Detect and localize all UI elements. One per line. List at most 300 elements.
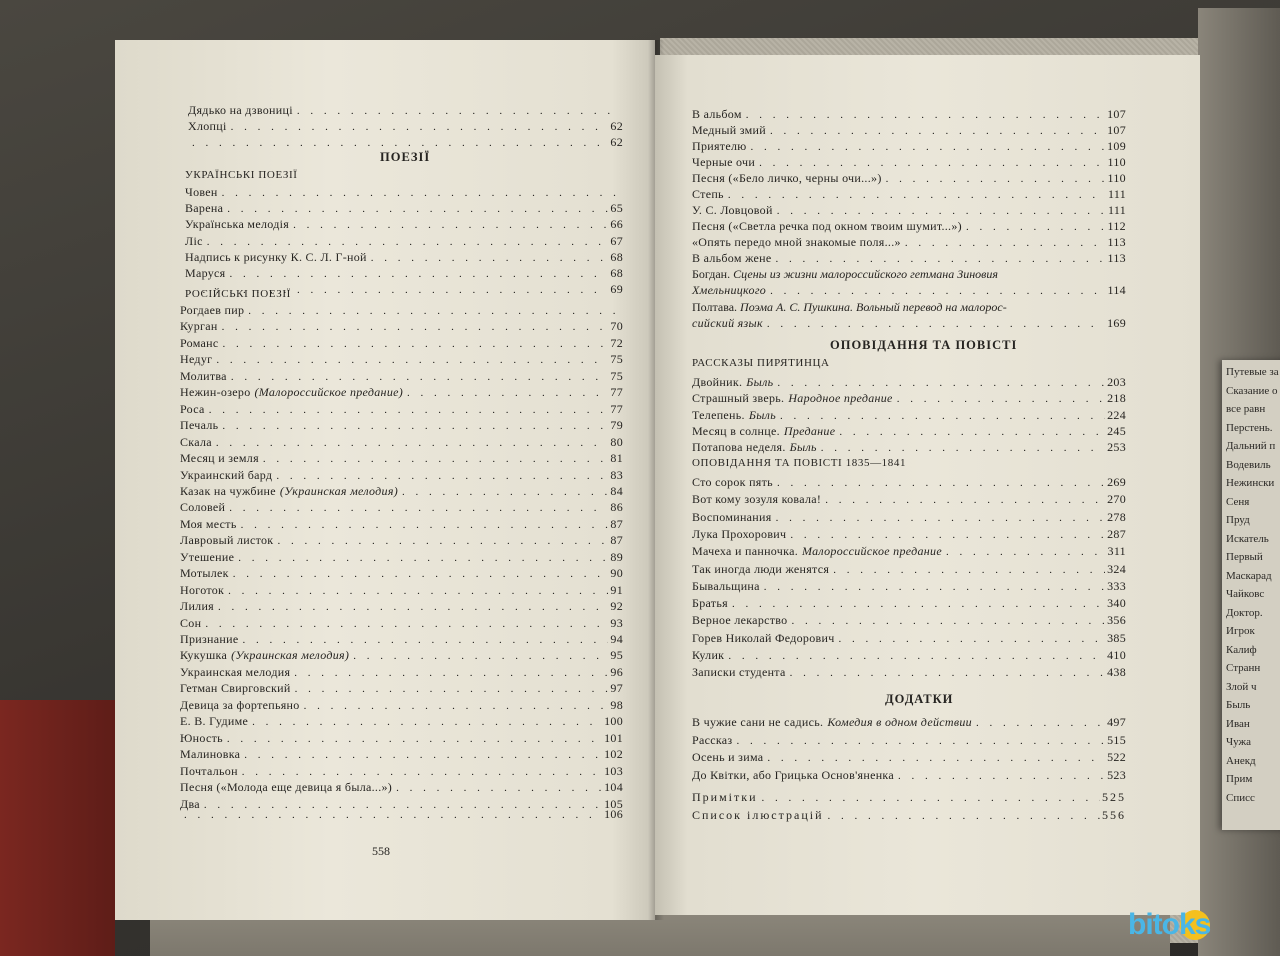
watermark-text: bitoks — [1128, 908, 1211, 941]
toc-entry-poltava: Полтава. Поэма А. С. Пушкина. Вольный перевод на малорос- — [692, 300, 1007, 314]
toc-entry-title: Девица за фортепьяно — [180, 697, 300, 712]
toc-entry-page: 80 — [610, 434, 623, 449]
toc-entry-page: 113 — [1107, 251, 1126, 265]
toc-entry-title: Песня («Молода еще девица я была...») — [180, 780, 393, 795]
toc-entry — [180, 583, 623, 598]
toc-entry-page: 102 — [604, 747, 623, 762]
toc-entry — [180, 319, 623, 334]
toc-entry: . . . 62 — [188, 135, 623, 150]
toc-entry-title: Сто сорок пять — [692, 475, 773, 489]
toc-entry-title: Медный змий — [692, 123, 766, 137]
toc-entry-page: 356 — [1107, 613, 1126, 628]
toc-entry — [180, 484, 623, 499]
toc-entry — [180, 418, 623, 433]
toc-entry-page: 95 — [610, 648, 623, 663]
second-book-page — [1222, 360, 1280, 830]
toc-entry — [180, 698, 623, 713]
toc-entry — [692, 171, 1126, 186]
subsection-pyriatynets: РАССКАЗЫ ПИРЯТИНЦА — [692, 357, 830, 369]
toc-entry-title: Недуг — [180, 352, 213, 367]
leader-dots — [407, 386, 608, 401]
toc-entry-title: Братья — [692, 596, 728, 611]
subsection-stories-years: ОПОВІДАННЯ ТА ПОВІСТІ 1835—1841 — [692, 457, 907, 469]
toc-entry-subtitle: Комедия в одном действии — [827, 715, 972, 729]
toc-entry — [692, 733, 1126, 748]
toc-entry — [692, 613, 1126, 628]
toc-entry — [180, 648, 623, 663]
toc-entry-title: В альбом жене — [692, 251, 772, 265]
leader-dots — [353, 649, 608, 664]
toc-entry-title: Курган — [180, 319, 218, 334]
leader-dots — [248, 304, 621, 319]
toc-entry-page: 75 — [610, 368, 623, 383]
section-heading-poetry: ПОЕЗІЇ — [380, 150, 431, 164]
toc-entry-title: В чужие сани не садись. — [692, 715, 824, 729]
toc-entry-title: Моя месть — [180, 516, 237, 531]
toc-entry-page: 81 — [610, 451, 623, 466]
toc-entry-title: Романс — [180, 335, 219, 350]
toc-entry — [180, 435, 623, 450]
leader-dots — [238, 551, 608, 566]
second-book-line: Калиф — [1226, 643, 1257, 656]
second-book-line: Перстень. — [1226, 421, 1273, 434]
toc-entry-page: 111 — [1107, 203, 1126, 217]
toc-entry — [692, 251, 1126, 266]
leader-dots — [886, 172, 1106, 187]
leader-dots — [780, 409, 1105, 424]
leader-dots — [209, 403, 609, 418]
toc-entry-page: 86 — [610, 500, 623, 515]
toc-entry-page: 90 — [610, 566, 623, 581]
leader-dots — [207, 235, 609, 250]
toc-entry-title: Кулик — [692, 648, 725, 662]
page-number: 558 — [372, 844, 390, 858]
toc-entry-title: Песня («Светла речка под окном твоим шумит...») — [692, 219, 962, 233]
toc-entry-title: Соловей — [180, 500, 226, 515]
toc-entry-page: 84 — [610, 483, 623, 498]
toc-entry — [692, 123, 1126, 138]
toc-entry-page: 68 — [610, 266, 623, 280]
leader-dots — [227, 202, 608, 217]
toc-entry — [692, 648, 1126, 663]
leader-dots — [839, 632, 1106, 647]
toc-entry-title: Осень и зима — [692, 750, 764, 764]
toc-entry-page: 68 — [610, 249, 623, 264]
leader-dots — [233, 567, 609, 582]
second-book-line: Иван — [1226, 717, 1250, 730]
right-page — [655, 55, 1200, 915]
toc-entry-page: 110 — [1107, 155, 1126, 169]
leader-dots — [732, 597, 1105, 612]
toc-entry-page: 96 — [610, 664, 623, 679]
toc-entry-page: 94 — [610, 632, 623, 646]
toc-entry-subtitle: Предание — [783, 423, 836, 438]
leader-dots — [775, 252, 1105, 267]
leader-dots — [294, 666, 608, 681]
toc-entry-title: Гетман Свирговский — [180, 681, 291, 696]
toc-entry — [180, 402, 623, 417]
toc-entry-page: 89 — [610, 549, 623, 564]
toc-entry-page: 522 — [1107, 750, 1126, 764]
leader-dots — [229, 267, 608, 282]
toc-entry — [180, 731, 623, 746]
toc-entry-page: 92 — [610, 599, 623, 614]
leader-dots — [205, 617, 608, 632]
leader-dots — [839, 425, 1105, 440]
toc-entry — [692, 139, 1126, 154]
toc-entry-page: 523 — [1107, 767, 1126, 782]
toc-entry-title: Вот кому зозуля ковала! — [692, 492, 822, 507]
second-book-line: Пруд — [1226, 514, 1250, 526]
leader-dots — [777, 476, 1105, 491]
toc-entry-page: 497 — [1107, 715, 1126, 729]
leader-dots — [821, 441, 1105, 456]
leader-dots — [276, 469, 608, 484]
toc-entry-page: 98 — [610, 697, 623, 712]
toc-entry — [180, 500, 623, 515]
toc-entry-page: 253 — [1107, 440, 1126, 455]
toc-entry-page: 87 — [610, 516, 623, 531]
bitoks-watermark — [1128, 898, 1280, 956]
toc-entry-page: 105 — [604, 796, 623, 811]
toc-entry-page: 107 — [1107, 107, 1126, 121]
toc-entry-page: 70 — [610, 319, 623, 334]
second-book-line: Чужа — [1226, 736, 1251, 748]
toc-entry-page: 333 — [1107, 578, 1126, 593]
toc-entry — [692, 750, 1126, 765]
toc-entry-title: Казак на чужбине — [180, 483, 276, 498]
leader-dots — [396, 781, 602, 796]
toc-entry-title: Так иногда люди женятся — [692, 561, 830, 576]
toc-entry — [180, 385, 623, 400]
second-book-line: Чайковс — [1226, 588, 1265, 600]
leader-dots — [767, 751, 1105, 766]
toc-entry — [180, 665, 623, 680]
toc-entry — [180, 336, 623, 351]
toc-entry — [185, 185, 623, 200]
toc-entry-page: 515 — [1107, 732, 1126, 747]
leader-dots — [295, 682, 609, 697]
toc-entry-title: Сон — [180, 615, 202, 630]
toc-entry-title: Черные очи — [692, 155, 756, 169]
toc-entry-title: Печаль — [180, 418, 219, 433]
toc-entry-page: 438 — [1107, 665, 1126, 680]
toc-entry-page: 107 — [1107, 123, 1126, 137]
toc-entry: Хлопці . . . 62 — [188, 119, 623, 134]
toc-entry-page: 69 — [610, 282, 623, 297]
toc-entry-page: 203 — [1107, 375, 1126, 389]
second-book-line: Дальний п — [1226, 440, 1276, 452]
leader-dots — [402, 485, 608, 500]
toc-entry-subtitle: (Украинская мелодия) — [279, 483, 399, 498]
toc-entry — [692, 492, 1126, 507]
toc-entry — [180, 681, 623, 696]
toc-entry-page: 77 — [610, 401, 623, 416]
leader-dots — [242, 633, 608, 648]
toc-entry-title: Нежин-озеро — [180, 385, 251, 400]
toc-entry — [185, 217, 623, 232]
toc-entry-title: Роса — [180, 401, 205, 416]
second-book-line: Сеня — [1226, 495, 1250, 508]
leader-dots — [833, 563, 1105, 578]
toc-entry-page: 113 — [1107, 235, 1126, 249]
toc-entry-title: Мотылек — [180, 566, 229, 581]
leader-dots — [371, 251, 609, 266]
second-book-line: Игрок — [1226, 625, 1255, 637]
toc-entry-title: Телепень. — [692, 407, 745, 422]
toc-entry — [180, 780, 623, 795]
toc-entry-title: У. С. Ловцовой — [692, 203, 773, 217]
toc-entry-page: 218 — [1107, 391, 1126, 406]
toc-entry-title: Ноготок — [180, 582, 225, 597]
toc-entry-subtitle: Народное предание — [788, 391, 893, 406]
leader-dots — [759, 156, 1105, 171]
leader-dots — [216, 353, 608, 368]
leader-dots — [777, 376, 1105, 391]
toc-entry-title: Рассказ — [692, 732, 733, 747]
toc-entry-page: 410 — [1107, 648, 1126, 662]
toc-entry — [692, 375, 1126, 390]
leader-dots — [222, 186, 621, 201]
toc-entry — [692, 107, 1126, 122]
toc-entry-page: 97 — [610, 681, 623, 696]
leader-dots — [751, 140, 1106, 155]
toc-entry — [180, 369, 623, 384]
toc-entry-subtitle: Быль — [746, 375, 774, 389]
toc-entry-page: 245 — [1107, 423, 1126, 438]
toc-entry — [692, 715, 1126, 730]
leader-dots — [790, 528, 1105, 543]
second-book-line: Искатель — [1226, 532, 1269, 545]
toc-entry-page: 110 — [1107, 171, 1126, 185]
leader-dots — [898, 769, 1105, 784]
toc-entry-page: 278 — [1107, 509, 1126, 524]
toc-entry-page: 79 — [610, 418, 623, 433]
leader-dots — [223, 337, 609, 352]
section-heading-appendix: ДОДАТКИ — [885, 692, 954, 706]
toc-entry — [692, 219, 1126, 234]
second-book-line: Списс — [1226, 791, 1255, 804]
toc-entry-page: 87 — [610, 533, 623, 548]
toc-entry-title: Лавровый листок — [180, 533, 274, 548]
toc-entry-subtitle: (Малороссийское предание) — [254, 385, 404, 400]
leader-dots — [764, 580, 1105, 595]
toc-entry — [180, 451, 623, 466]
leader-dots — [184, 808, 602, 823]
toc-entry-title: Човен — [185, 185, 218, 199]
toc-entry-page: 385 — [1107, 630, 1126, 645]
toc-entry — [692, 235, 1126, 250]
toc-entry-title: Е. В. Гудиме — [180, 714, 249, 729]
toc-entry-page: 270 — [1107, 492, 1126, 507]
toc-entry-title: Двойник. — [692, 375, 743, 389]
toc-entry-page: 75 — [610, 352, 623, 367]
toc-entry-title: Месяц в солнце. — [692, 423, 780, 438]
toc-entry-title: Потапова неделя. — [692, 440, 786, 455]
toc-entry-page: 269 — [1107, 475, 1126, 489]
toc-entry — [692, 408, 1126, 423]
toc-entry — [692, 579, 1126, 594]
leader-dots — [736, 734, 1105, 749]
toc-entry — [185, 266, 623, 281]
toc-entry-title: Верное лекарство — [692, 613, 788, 628]
leader-dots — [728, 188, 1106, 203]
toc-entry-page: 104 — [604, 780, 623, 795]
toc-entry — [692, 424, 1126, 439]
second-book-line: Злой ч — [1226, 680, 1257, 693]
leader-dots — [728, 649, 1105, 664]
leader-dots — [790, 666, 1105, 681]
toc-entry-page: 106 — [604, 806, 623, 821]
toc-entry — [692, 510, 1126, 525]
toc-entry-subtitle: Малороссийское предание — [802, 544, 942, 559]
toc-entry-page: 77 — [610, 385, 623, 400]
second-book-line: Прим — [1226, 773, 1253, 785]
toc-entry-title: Юность — [180, 730, 223, 745]
toc-entry-title: Надпись к рисунку К. С. Л. Г-ной — [185, 249, 367, 264]
toc-entry-title: Бывальщина — [692, 578, 760, 593]
toc-entry — [180, 807, 623, 822]
leader-dots — [777, 204, 1106, 219]
left-page — [115, 40, 655, 920]
toc-entry-title: В альбом — [692, 107, 742, 121]
toc-entry-page: 340 — [1107, 596, 1126, 611]
toc-entry — [692, 475, 1126, 490]
leader-dots — [218, 600, 608, 615]
toc-entry — [692, 596, 1126, 611]
toc-entry-title: Мачеха и панночка. — [692, 544, 798, 559]
toc-entry — [180, 616, 623, 631]
toc-entry — [180, 599, 623, 614]
toc-entry-illustrations: Список ілюстрацій . . . 556 — [692, 808, 1126, 823]
toc-entry-title: Признание — [180, 632, 239, 646]
leader-dots — [227, 732, 602, 747]
toc-entry-subtitle: Быль — [789, 440, 817, 455]
leader-dots — [263, 452, 608, 467]
subsection-russian-poetry: РОСІЙСЬКІ ПОЕЗІЇ — [185, 288, 291, 300]
toc-entry-page: 103 — [604, 763, 623, 778]
leader-dots — [222, 320, 609, 335]
red-object — [0, 700, 115, 956]
toc-entry-title: Рогдаев пир — [180, 303, 245, 317]
leader-dots — [776, 511, 1106, 526]
leader-dots — [293, 218, 608, 233]
toc-entry-title: Страшный зверь. — [692, 391, 785, 406]
toc-entry — [185, 234, 623, 249]
toc-entry-title: Горев Николай Федорович — [692, 630, 835, 645]
toc-entry-title: «Опять передо мной знакомые поля...» — [692, 235, 901, 249]
toc-entry-title: Варена — [185, 201, 224, 216]
second-book-line: Маскарад — [1226, 569, 1272, 582]
leader-dots — [905, 236, 1106, 251]
toc-entry-page: 72 — [610, 335, 623, 350]
leader-dots — [746, 108, 1105, 123]
toc-entry — [185, 250, 623, 265]
leader-dots — [966, 220, 1106, 235]
toc-entry: Дядько на дзвониці . . . — [188, 103, 623, 118]
toc-entry-title: Українська мелодія — [185, 217, 290, 232]
toc-entry-page: 66 — [610, 217, 623, 232]
toc-entry-title: Лука Прохорович — [692, 526, 787, 541]
section-heading-stories: ОПОВІДАННЯ ТА ПОВІСТІ — [830, 338, 1018, 352]
toc-entry-subtitle: (Украинская мелодия) — [231, 648, 350, 663]
second-book-line: Путевые за — [1226, 366, 1279, 378]
second-book-line: Быль — [1226, 699, 1251, 711]
toc-entry-page: 324 — [1107, 561, 1126, 576]
toc-entry-page: 224 — [1107, 407, 1126, 422]
toc-entry — [180, 533, 623, 548]
second-book-line: Нежински — [1226, 477, 1275, 489]
toc-entry-page: 67 — [610, 233, 623, 248]
second-book-line: Странн — [1226, 662, 1261, 674]
toc-entry-title: До Квітки, або Грицька Основ'яненка — [692, 767, 894, 782]
toc-entry-page: 287 — [1107, 526, 1126, 541]
toc-entry-title: Приятелю — [692, 139, 747, 153]
leader-dots — [791, 614, 1105, 629]
toc-entry — [692, 440, 1126, 455]
toc-entry — [692, 768, 1126, 783]
toc-entry-title: Утешение — [180, 549, 235, 564]
toc-entry-title: Скала — [180, 434, 212, 449]
toc-entry-page: 93 — [610, 615, 623, 630]
toc-entry — [180, 632, 623, 647]
leader-dots — [228, 584, 608, 599]
toc-entry — [180, 566, 623, 581]
leader-dots — [241, 518, 609, 533]
toc-entry-title: Ліс — [185, 233, 203, 248]
toc-entry-page: 112 — [1107, 219, 1126, 233]
toc-entry — [692, 187, 1126, 202]
toc-entry-title: Почтальон — [180, 763, 238, 778]
toc-entry — [692, 631, 1126, 646]
second-book-line: Первый — [1226, 551, 1263, 563]
toc-entry-title: Лилия — [180, 599, 214, 614]
toc-entry — [692, 155, 1126, 170]
toc-entry — [180, 550, 623, 565]
toc-entry — [180, 468, 623, 483]
second-book-line: Сказание о — [1226, 384, 1278, 397]
toc-entry-title: Месяц и земля — [180, 451, 259, 466]
toc-entry-page: 100 — [604, 714, 623, 729]
leader-dots — [976, 716, 1105, 731]
leader-dots — [277, 534, 608, 549]
leader-dots — [244, 748, 602, 763]
toc-entry-poltava-cont: сийский язык . . . 169 — [692, 316, 1126, 331]
toc-entry-page: 65 — [610, 201, 623, 216]
second-book-line: Доктор. — [1226, 606, 1263, 619]
toc-entry — [692, 562, 1126, 577]
toc-entry-title: Песня («Бело личко, черны очи...») — [692, 171, 882, 185]
leader-dots — [242, 765, 602, 780]
leader-dots — [216, 436, 608, 451]
toc-entry-page: 111 — [1107, 187, 1126, 201]
toc-entry-title: Два — [180, 796, 200, 811]
leader-dots — [304, 699, 609, 714]
leader-dots — [897, 392, 1105, 407]
toc-entry — [180, 517, 623, 532]
toc-entry-page: 109 — [1107, 139, 1126, 153]
second-book-line: все равн — [1226, 403, 1266, 415]
toc-entry-page: 91 — [610, 582, 623, 597]
second-book-line: Анекд — [1226, 754, 1256, 767]
toc-entry-notes: Примітки . . . 525 — [692, 790, 1126, 805]
toc-entry — [185, 201, 623, 216]
toc-entry — [180, 714, 623, 729]
toc-entry — [692, 391, 1126, 406]
leader-dots — [222, 419, 608, 434]
subsection-ukrainian-poetry: УКРАЇНСЬКІ ПОЕЗІЇ — [185, 169, 298, 181]
toc-entry-title: Украинская мелодия — [180, 664, 291, 679]
